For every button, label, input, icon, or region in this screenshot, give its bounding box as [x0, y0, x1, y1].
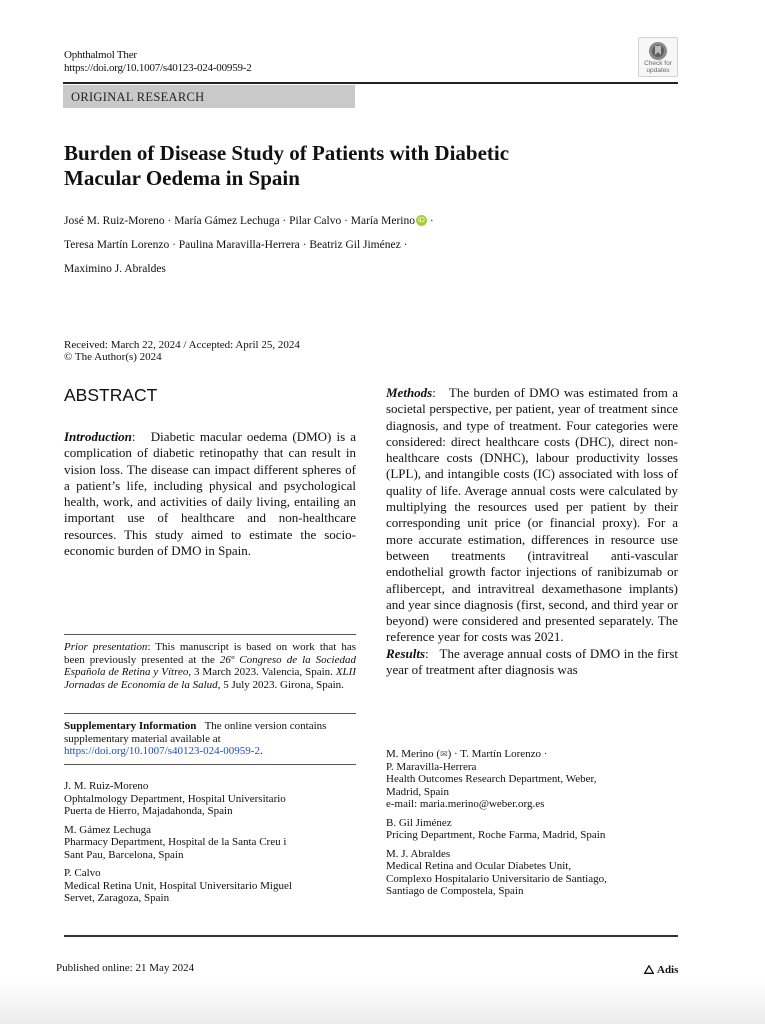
- footer-divider: [64, 935, 678, 937]
- affiliation: [64, 824, 364, 862]
- authors-line-1[interactable]: José M. Ruiz-Moreno · María Gámez Lechuga · Pilar Calvo · María Merino: [64, 215, 415, 227]
- affiliation-line: Servet, Zaragoza, Spain: [64, 892, 170, 904]
- affiliation: [386, 748, 686, 811]
- article-dates: [64, 339, 300, 363]
- supp-label: Supplementary Information: [64, 720, 197, 732]
- results-text: The average annual costs of DMO in the first year of treatment after diagnosis was: [386, 645, 678, 678]
- received-accepted: Received: March 22, 2024 / Accepted: April 25, 2024: [64, 339, 300, 351]
- affiliation-line: Medical Retina and Ocular Diabetes Unit,: [386, 860, 572, 872]
- authors-line-3[interactable]: Maximino J. Abraldes: [64, 263, 166, 275]
- affiliation-line: Puerta de Hierro, Majadahonda, Spain: [64, 805, 233, 817]
- notes-divider-bottom: [64, 764, 356, 765]
- article-type-band: [63, 85, 355, 108]
- abstract-introduction: Introduction: Diabetic macular oedema (DMO) is a complication of diabetic retinopathy that can result in vision loss. The disease can impact different spheres of a patient’s life, including physical and psychological health, work, and activities of daily living, entailing an important use of healthcare and non-healthcare resources. This study aimed to estimate the socio-economic burden of DMO in Spain.: [64, 429, 356, 559]
- affiliation-name: M. J. Abraldes: [386, 847, 451, 860]
- publisher-logo: [644, 964, 678, 976]
- affiliation-line: Madrid, Spain: [386, 785, 449, 798]
- abstract-methods-results: Methods: The burden of DMO was estimated from a societal perspective, per patient, year of treatment since diagnosis, and type of treatment. Four categories were considered: direct healthcare costs (DHC), direct non-healthcare costs (DNHC), labour productivity losses (LPL), and intangible costs (IC) associated with loss of quality of life. Average annual costs were calculated by multiplying the resources used per patient by their corresponding unit price (or financial proxy). For a more accurate estimation, differences in resource use between treatments (intravitreal anti-vascular endothelial growth factor injections of ranibizumab or aflibercept, and intravitreal dexamethasone implants) and year since diagnosis (first, second, and third year or beyond) were considered and presented separately. The reference year for costs was 2021. Results: The average annual costs of DMO in the first year of treatment after diagnosis was: [386, 385, 678, 678]
- affiliation-line: Santiago de Compostela, Spain: [386, 885, 524, 897]
- supp-text: The online version contains supplementary material available at: [64, 720, 327, 745]
- affiliation: [386, 848, 686, 898]
- affiliation-name: J. M. Ruiz-Moreno: [64, 780, 149, 792]
- affiliation: [64, 867, 364, 905]
- supp-link[interactable]: https://doi.org/10.1007/s40123-024-00959-2: [64, 745, 260, 757]
- affiliations-right: [386, 748, 686, 904]
- journal-name: Ophthalmol Ther: [64, 49, 137, 61]
- adis-triangle-icon: [644, 965, 654, 974]
- authors-line-1-tail: ·: [426, 215, 434, 227]
- affiliation-name: M. Gámez Lechuga: [64, 823, 152, 836]
- doi-link[interactable]: https://doi.org/10.1007/s40123-024-00959-2: [64, 62, 252, 74]
- introduction-text: Diabetic macular oedema (DMO) is a complication of diabetic retinopathy that can result in vision loss. The disease can impact different spheres of a patient’s life, including physical and psychological health, work, and activities of daily living, entailing an important use of healthcare and non-healthcare resources. This study aimed to estimate the socio-economic burden of DMO in Spain.: [64, 429, 356, 559]
- affiliation-line: Health Outcomes Research Department, Weber,: [386, 773, 597, 785]
- corresponding-author: M. Merino (: [386, 748, 441, 760]
- article-title: [64, 141, 624, 191]
- check-updates-label-2: updates: [646, 66, 670, 74]
- prior-jornadas: XLII Jornadas de Economía de la Salud: [64, 666, 356, 691]
- affiliation-name: B. Gil Jiménez: [386, 816, 452, 829]
- copyright: © The Author(s) 2024: [64, 351, 162, 363]
- check-updates-label-1: Check for: [644, 60, 672, 67]
- affiliation-line: Medical Retina Unit, Hospital Universitario Miguel: [64, 879, 292, 892]
- methods-text: The burden of DMO was estimated from a societal perspective, per patient, year of treatment since diagnosis, and type of treatment. Four categories were considered: direct healthcare costs (DHC), direct non-healthcare costs (DNHC), labour productivity losses (LPL), and intangible costs (IC) associated with loss of quality of life. Average annual costs were calculated by multiplying the resources used per patient by their corresponding unit price (or financial proxy). For a more accurate estimation, differences in resource use between treatments (intravitreal anti-vascular endothelial growth factor injections of ranibizumab or aflibercept, and intravitreal dexamethasone implants) and year since diagnosis (first, second, and third year or beyond) were considered and presented separately. The reference year for costs was 2021.: [386, 385, 678, 645]
- affiliation-name: [386, 748, 686, 761]
- header-divider: [63, 82, 678, 84]
- article-type: ORIGINAL RESEARCH: [71, 90, 205, 104]
- affiliation-line: Ophtalmology Department, Hospital Universitario: [64, 792, 286, 805]
- journal-header: [64, 49, 252, 75]
- supp-period: .: [259, 745, 263, 757]
- prior-text: : This manuscript is based on work that has been previously presented at the: [64, 641, 356, 666]
- affiliation-line: Pharmacy Department, Hospital de la Santa Creu i: [64, 836, 287, 848]
- prior-congress: 26º Congreso de la Sociedad Española de Retina y Vítreo: [64, 653, 356, 678]
- prior-text-3: , 5 July 2023. Girona, Spain.: [217, 678, 344, 691]
- title-line-1: Burden of Disease Study of Patients with Diabetic: [64, 141, 510, 165]
- check-for-updates-badge[interactable]: [638, 37, 678, 77]
- title-line-2: Macular Oedema in Spain: [64, 166, 300, 190]
- supplementary-info: [64, 720, 356, 758]
- prior-label: Prior presentation: [64, 641, 148, 653]
- results-label: Results: [386, 645, 426, 661]
- affiliation: [64, 780, 364, 818]
- mail-icon[interactable]: ✉: [440, 749, 448, 759]
- author-list: [64, 209, 534, 281]
- notes-divider-top: [64, 634, 356, 635]
- affiliation: [386, 817, 686, 842]
- orcid-icon[interactable]: iD: [416, 215, 427, 226]
- affiliation-name: P. Calvo: [64, 867, 101, 879]
- authors-line-2[interactable]: Teresa Martín Lorenzo · Paulina Maravilla-Herrera · Beatriz Gil Jiménez ·: [64, 239, 408, 251]
- affiliations-left: [64, 780, 364, 911]
- published-online: Published online: 21 May 2024: [56, 962, 195, 974]
- co-authors: ) · T. Martín Lorenzo ·: [447, 748, 548, 760]
- publisher-name: Adis: [657, 964, 679, 976]
- introduction-label: Introduction: [64, 429, 132, 444]
- abstract-heading: ABSTRACT: [64, 385, 158, 405]
- email-address[interactable]: e-mail: maria.merino@weber.org.es: [386, 798, 545, 810]
- prior-text-2: , 3 March 2023. Valencia, Spain.: [188, 666, 336, 678]
- check-updates-icon: [648, 41, 668, 61]
- affiliation-line: Complexo Hospitalario Universitario de Santiago,: [386, 872, 607, 885]
- notes-divider-middle: [64, 713, 356, 714]
- affiliation-line: Sant Pau, Barcelona, Spain: [64, 848, 184, 861]
- affiliation-name-2: P. Maravilla-Herrera: [386, 760, 477, 773]
- prior-presentation-note: [64, 641, 356, 691]
- affiliation-line: Pricing Department, Roche Farma, Madrid, Spain: [386, 829, 606, 841]
- methods-label: Methods: [386, 385, 433, 400]
